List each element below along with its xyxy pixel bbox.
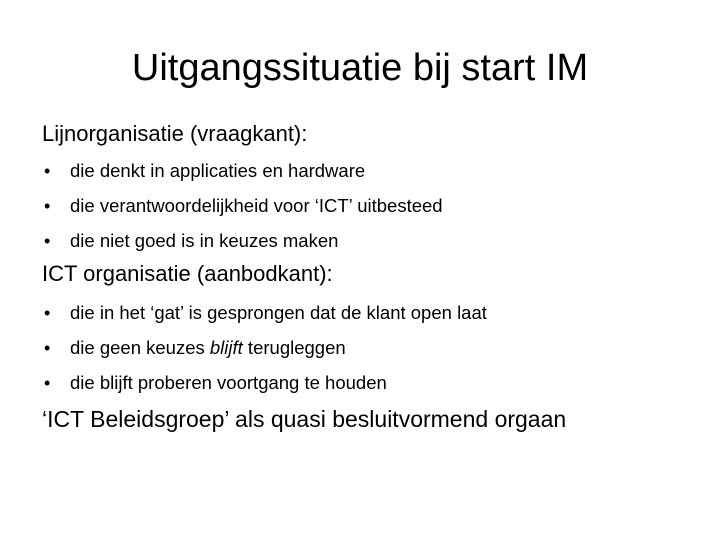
- bullet-text: [70, 337, 346, 358]
- list-item: [44, 158, 443, 193]
- bullet-icon: •: [44, 196, 51, 216]
- bullet-text: die niet goed is in keuzes maken: [70, 230, 339, 251]
- bullet-text-post: terugleggen: [242, 337, 346, 358]
- bullet-icon: •: [44, 161, 51, 181]
- bullet-text-pre: die geen keuzes: [70, 337, 210, 358]
- bullet-icon: •: [44, 231, 51, 251]
- list-item: [44, 300, 487, 335]
- section-heading-vraagkant: Lijnorganisatie (vraagkant):: [42, 121, 308, 146]
- slide-title: Uitgangssituatie bij start IM: [131, 47, 589, 89]
- section-heading-aanbodkant: ICT organisatie (aanbodkant):: [42, 261, 333, 286]
- bullet-list-vraagkant: [44, 158, 443, 263]
- bullet-text: die in het ‘gat’ is gesprongen dat de klant open laat: [70, 302, 487, 323]
- closing-statement: ‘ICT Beleidsgroep’ als quasi besluitvormend orgaan: [42, 406, 567, 432]
- list-item: [44, 228, 443, 263]
- bullet-list-aanbodkant: [44, 300, 487, 405]
- bullet-text: die denkt in applicaties en hardware: [70, 160, 366, 181]
- bullet-text: die blijft proberen voortgang te houden: [70, 372, 387, 393]
- list-item: [44, 370, 487, 405]
- bullet-icon: •: [44, 338, 51, 358]
- bullet-text: die verantwoordelijkheid voor ‘ICT’ uitbesteed: [70, 195, 443, 216]
- list-item: [44, 335, 487, 370]
- bullet-text-emphasis: blijft: [209, 337, 243, 358]
- bullet-icon: •: [44, 373, 51, 393]
- bullet-icon: •: [44, 303, 51, 323]
- list-item: [44, 193, 443, 228]
